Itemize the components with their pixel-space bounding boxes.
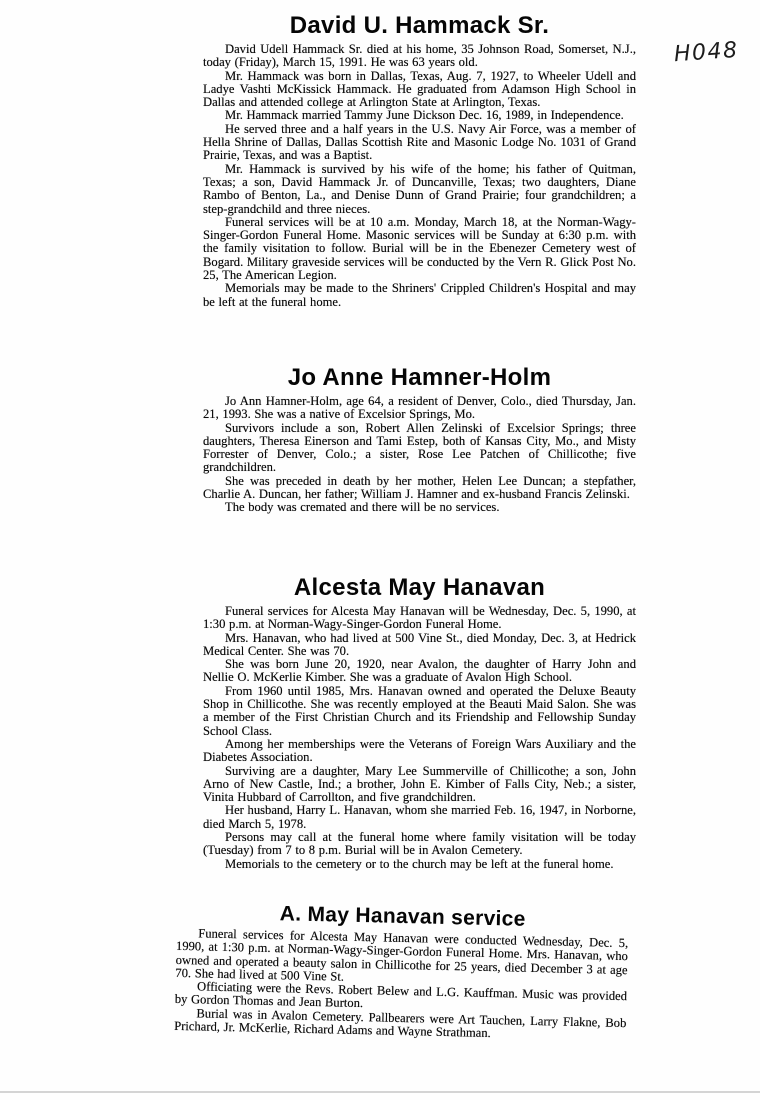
obituary-paragraph: Persons may call at the funeral home where family visitation will be today (Tuesday) from 7 to 8 p.m. Burial will be in Avalon Cemetery.	[203, 830, 636, 858]
obituary-title: David U. Hammack Sr.	[289, 12, 550, 39]
obituary-paragraph: Mr. Hammack is survived by his wife of the home; his father of Quitman, Texas; a son, David Hammack Jr. of Duncanville, Texas; two daughters, Diane Rambo of Benton, La., and Denise Dunn of Grand Prairie; four grandchildren; a step-grandchild and three nieces.	[203, 161, 636, 216]
obituary-paragraph: Mr. Hammack married Tammy June Dickson Dec. 16, 1989, in Independence.	[225, 108, 624, 123]
obituary-paragraph: She was preceded in death by her mother, Helen Lee Duncan; a stepfather, Charlie A. Duncan, her father; William J. Hamner and ex-husband Francis Zelinski.	[203, 473, 636, 502]
obituary-paragraph: Jo Ann Hamner-Holm, age 64, a resident of Denver, Colo., died Thursday, Jan. 21, 1993. She was a native of Excelsior Springs, Mo.	[203, 394, 636, 422]
obituary-section-hanavan	[203, 574, 636, 871]
obituary-paragraph: Funeral services will be at 10 a.m. Monday, March 18, at the Norman-Wagy-Singer-Gordon Funeral Home. Masonic services will be Sunday at 6:30 p.m. with the family visitation to follow. Burial will be in the Ebenezer Cemetery west of Bogard. Military graveside services will be conducted by the Vern R. Glick Post No. 25, The American Legion.	[203, 214, 636, 283]
obituary-section-hamner-holm	[203, 364, 636, 515]
obituary-paragraph: Memorials may be made to the Shriners' Crippled Children's Hospital and may be left at the funeral home.	[203, 281, 636, 309]
obituary-title: A. May Hanavan service	[279, 902, 526, 931]
obituary-paragraph: Funeral services for Alcesta May Hanavan were conducted Wednesday, Dec. 5, 1990, at 1:30 p.m. at Norman-Wagy-Singer-Gordon Funeral Home. Mrs. Hanavan, who owned and operated a beauty salon in Chillicothe for 25 years, died December 3 at age 70. She had lived at 500 Vine St.	[175, 926, 629, 984]
obituary-title: Jo Anne Hamner-Holm	[287, 364, 552, 391]
page-bottom-rule	[0, 1091, 760, 1093]
obituary-paragraph: David Udell Hammack Sr. died at his home, 35 Johnson Road, Somerset, N.J., today (Friday), March 15, 1991. He was 63 years old.	[203, 42, 636, 70]
obituary-paragraph: Mrs. Hanavan, who had lived at 500 Vine St., died Monday, Dec. 3, at Hedrick Medical Center. She was 70.	[203, 630, 636, 658]
obituary-paragraph: Among her memberships were the Veterans of Foreign Wars Auxiliary and the Diabetes Association.	[203, 736, 636, 765]
obituary-paragraph: Memorials to the cemetery or to the church may be left at the funeral home.	[225, 856, 614, 871]
obituary-paragraph: He served three and a half years in the U.S. Navy Air Force, was a member of Hella Shrine of Dallas, Dallas Scottish Rite and Masonic Lodge No. 1031 of Grand Prairie, Texas, and was a Baptist.	[203, 121, 636, 163]
obituary-paragraph: Funeral services for Alcesta May Hanavan will be Wednesday, Dec. 5, 1990, at 1:30 p.m. at Norman-Wagy-Singer-Gordon Funeral Home.	[203, 604, 636, 632]
obituary-paragraph: Mr. Hammack was born in Dallas, Texas, Aug. 7, 1927, to Wheeler Udell and Ladye Vashti McKissick Hammack. He graduated from Adamson High School in Dallas and attended college at Arlington State at Arlington, Texas.	[203, 68, 636, 110]
obituary-paragraph: The body was cremated and there will be no services.	[225, 500, 500, 515]
obituary-paragraph: Survivors include a son, Robert Allen Zelinski of Excelsior Springs; three daughters, Theresa Einerson and Tami Estep, both of Kansas City, Mo., and Misty Forrester of Denver, Colo.; a sister, Rose Lee Patchen of Chillicothe; five grandchildren.	[203, 420, 636, 475]
obituary-title: Alcesta May Hanavan	[293, 574, 546, 601]
obituary-section-hammack	[203, 12, 636, 309]
obituary-paragraph: Burial was in Avalon Cemetery. Pallbearers were Art Tauchen, Larry Flakne, Bob Prichard, Jr. McKerlie, Richard Adams and Wayne Strathman.	[174, 1006, 627, 1041]
obituary-paragraph: From 1960 until 1985, Mrs. Hanavan owned and operated the Deluxe Beauty Shop in Chillicothe. She was recently employed at the Beauti Maid Salon. She was a member of the First Christian Church and its Friendship and Fellowship Sunday School Class.	[203, 683, 636, 738]
obituary-section-hanavan-service	[174, 900, 629, 1044]
obituary-paragraph: She was born June 20, 1920, near Avalon, the daughter of Harry John and Nellie O. McKerlie Kimber. She was a graduate of Avalon High School.	[203, 657, 636, 685]
obituary-paragraph: Officiating were the Revs. Robert Belew and L.G. Kauffman. Music was provided by Gordon Thomas and Jean Burton.	[174, 979, 628, 1011]
handwritten-annotation: H048	[673, 37, 740, 68]
obituary-paragraph: Surviving are a daughter, Mary Lee Summerville of Chillicothe; a son, John Arno of New Castle, Ind.; a brother, John E. Kimber of Falls City, Neb.; a sister, Vinita Hubbard of Carrollton, and five grandchildren.	[203, 763, 636, 805]
obituary-paragraph: Her husband, Harry L. Hanavan, whom she married Feb. 16, 1947, in Norborne, died March 5, 1978.	[203, 803, 636, 831]
